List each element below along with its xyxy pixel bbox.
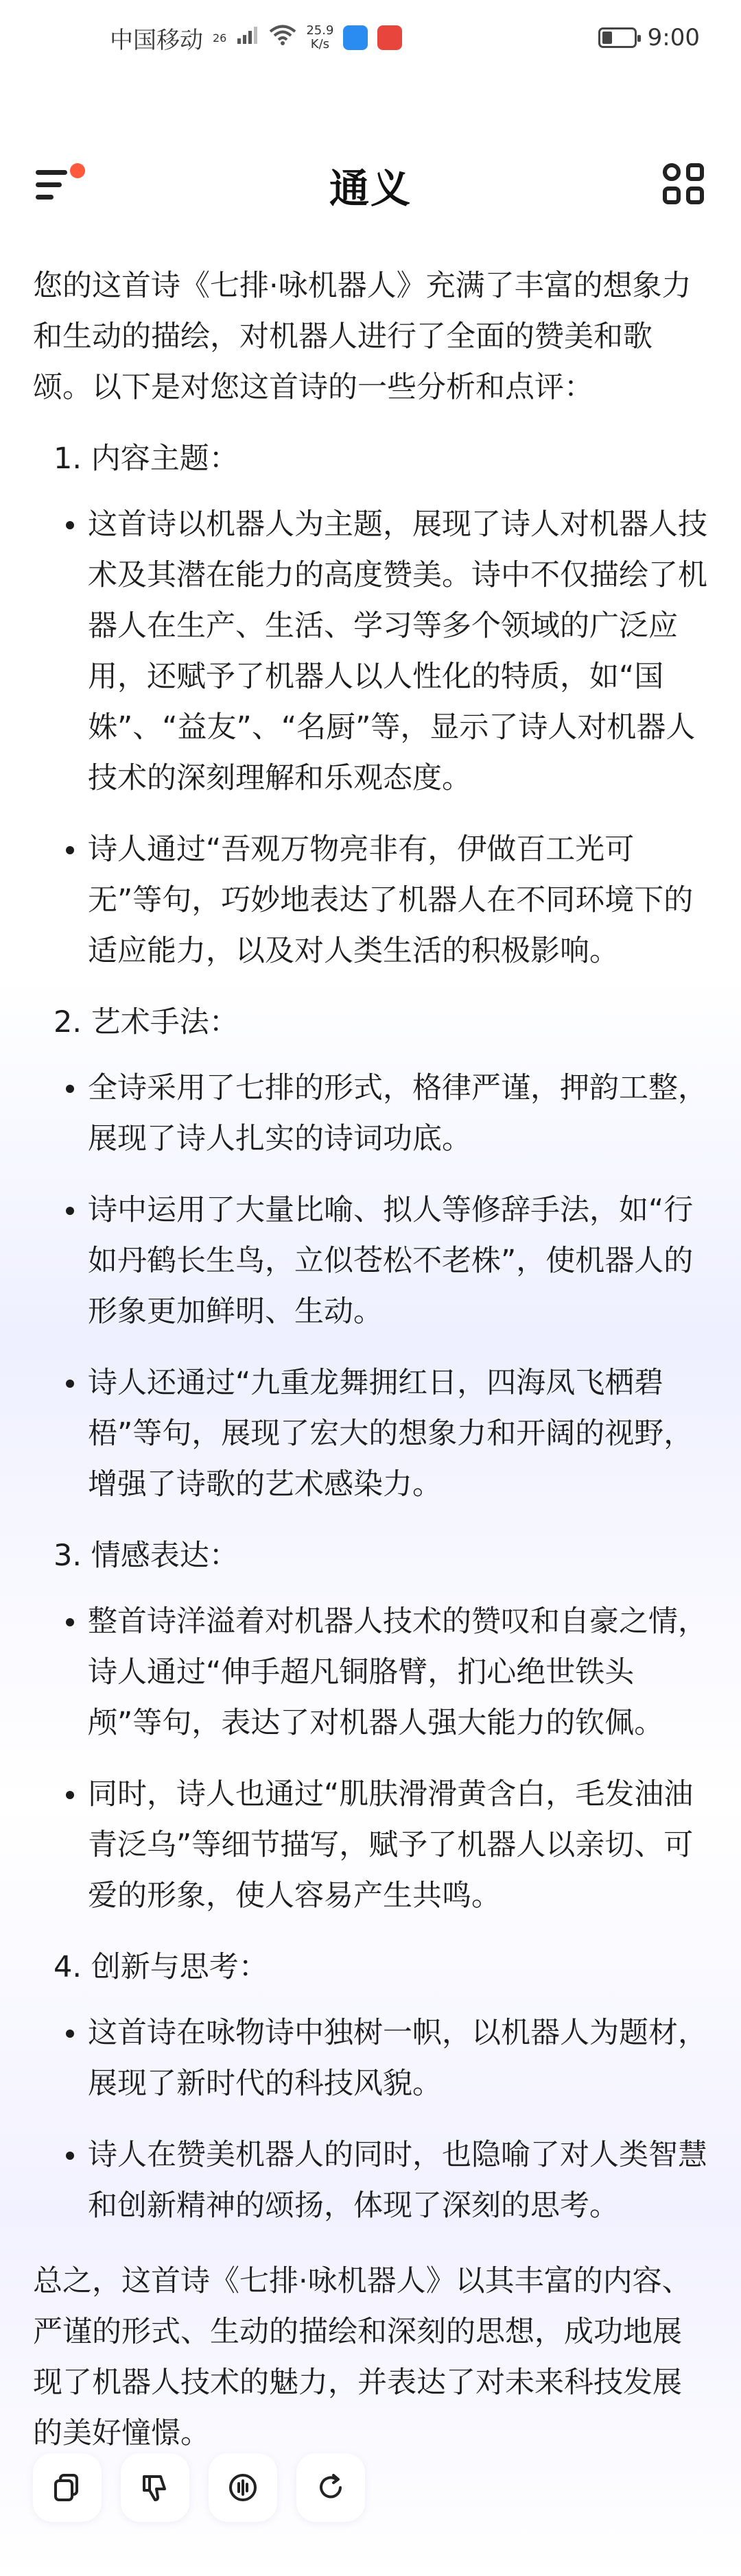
- copy-icon: [49, 2470, 85, 2505]
- wifi-icon: [269, 24, 296, 52]
- response-intro: 您的这首诗《七排·咏机器人》充满了丰富的想象力和生动的描绘，对机器人进行了全面的赞美和歌颂。以下是对您这首诗的一些分析和点评：: [33, 269, 692, 405]
- regenerate-icon: [313, 2470, 349, 2505]
- apps-grid-icon: [663, 163, 708, 208]
- read-aloud-button[interactable]: [209, 2453, 277, 2522]
- response-summary: 总之，这首诗《七排·咏机器人》以其丰富的内容、严谨的形式、生动的描绘和深刻的思想，成功地展现了机器人技术的魅力，并表达了对未来科技发展的美好憧憬。: [33, 2264, 692, 2451]
- status-bar: [0, 0, 741, 75]
- bullet-item: 诗中运用了大量比喻、拟人等修辞手法，如“行如丹鹤长生鸟，立似苍松不老株”，使机器人的形象更加鲜明、生动。: [66, 1185, 708, 1337]
- section-content-theme: [33, 433, 708, 976]
- battery-icon: [598, 27, 637, 48]
- section-title: 3. 情感表达：: [54, 1539, 239, 1573]
- bullet-item: 这首诗在咏物诗中独树一帜，以机器人为题材，展现了新时代的科技风貌。: [66, 2008, 708, 2109]
- signal-badge: 26: [213, 31, 227, 45]
- app-header: [0, 144, 741, 226]
- copy-button[interactable]: [33, 2453, 102, 2522]
- notification-dot: [70, 163, 85, 178]
- assistant-response: [33, 261, 708, 2475]
- page-title: 通义: [329, 165, 412, 212]
- section-art-technique: [33, 997, 708, 1510]
- speed-value: 25.9: [306, 23, 334, 38]
- speed-unit: K/s: [310, 37, 330, 51]
- section-innovation: [33, 1942, 708, 2231]
- bullet-item: 整首诗洋溢着对机器人技术的赞叹和自豪之情，诗人通过“伸手超凡铜胳臂，扪心绝世铁头颅”等句，表达了对机器人强大能力的钦佩。: [66, 1596, 708, 1748]
- carrier-label: 中国移动: [110, 26, 203, 54]
- apps-grid-button[interactable]: [663, 163, 708, 208]
- menu-button[interactable]: [34, 160, 89, 208]
- bullet-item: 全诗采用了七排的形式，格律严谨，押韵工整，展现了诗人扎实的诗词功底。: [66, 1063, 708, 1164]
- bullet-item: 这首诗以机器人为主题，展现了诗人对机器人技术及其潜在能力的高度赞美。诗中不仅描绘了机器人在生产、生活、学习等多个领域的广泛应用，还赋予了机器人以人性化的特质，如“国姝”、“益友”、“名厨”等，显示了诗人对机器人技术的深刻理解和乐观态度。: [66, 499, 708, 804]
- response-actions: [33, 2453, 365, 2522]
- bullet-item: 同时，诗人也通过“肌肤滑滑黄含白，毛发油油青泛乌”等细节描写，赋予了机器人以亲切、可爱的形象，使人容易产生共鸣。: [66, 1769, 708, 1921]
- section-emotion: [33, 1530, 708, 1921]
- thumbs-down-icon: [137, 2470, 173, 2505]
- section-title: 1. 内容主题：: [54, 442, 239, 476]
- signal-icon: [236, 24, 259, 51]
- speaker-icon: [225, 2470, 261, 2505]
- bullet-item: 诗人在赞美机器人的同时，也隐喻了对人类智慧和创新精神的颂扬，体现了深刻的思考。: [66, 2130, 708, 2231]
- app-notification-icon-2: [377, 25, 402, 50]
- app-notification-icon: [343, 25, 368, 50]
- bullet-item: 诗人还通过“九重龙舞拥红日，四海凤飞栖碧梧”等句，展现了宏大的想象力和开阔的视野，增强了诗歌的艺术感染力。: [66, 1358, 708, 1510]
- dislike-button[interactable]: [121, 2453, 189, 2522]
- section-title: 4. 创新与思考：: [54, 1950, 268, 1984]
- regenerate-button[interactable]: [296, 2453, 365, 2522]
- bullet-item: 诗人通过“吾观万物亮非有，伊做百工光可无”等句，巧妙地表达了机器人在不同环境下的适应能力，以及对人类生活的积极影响。: [66, 824, 708, 976]
- section-title: 2. 艺术手法：: [54, 1005, 239, 1039]
- network-speed: [306, 24, 333, 51]
- clock: 9:00: [647, 24, 700, 51]
